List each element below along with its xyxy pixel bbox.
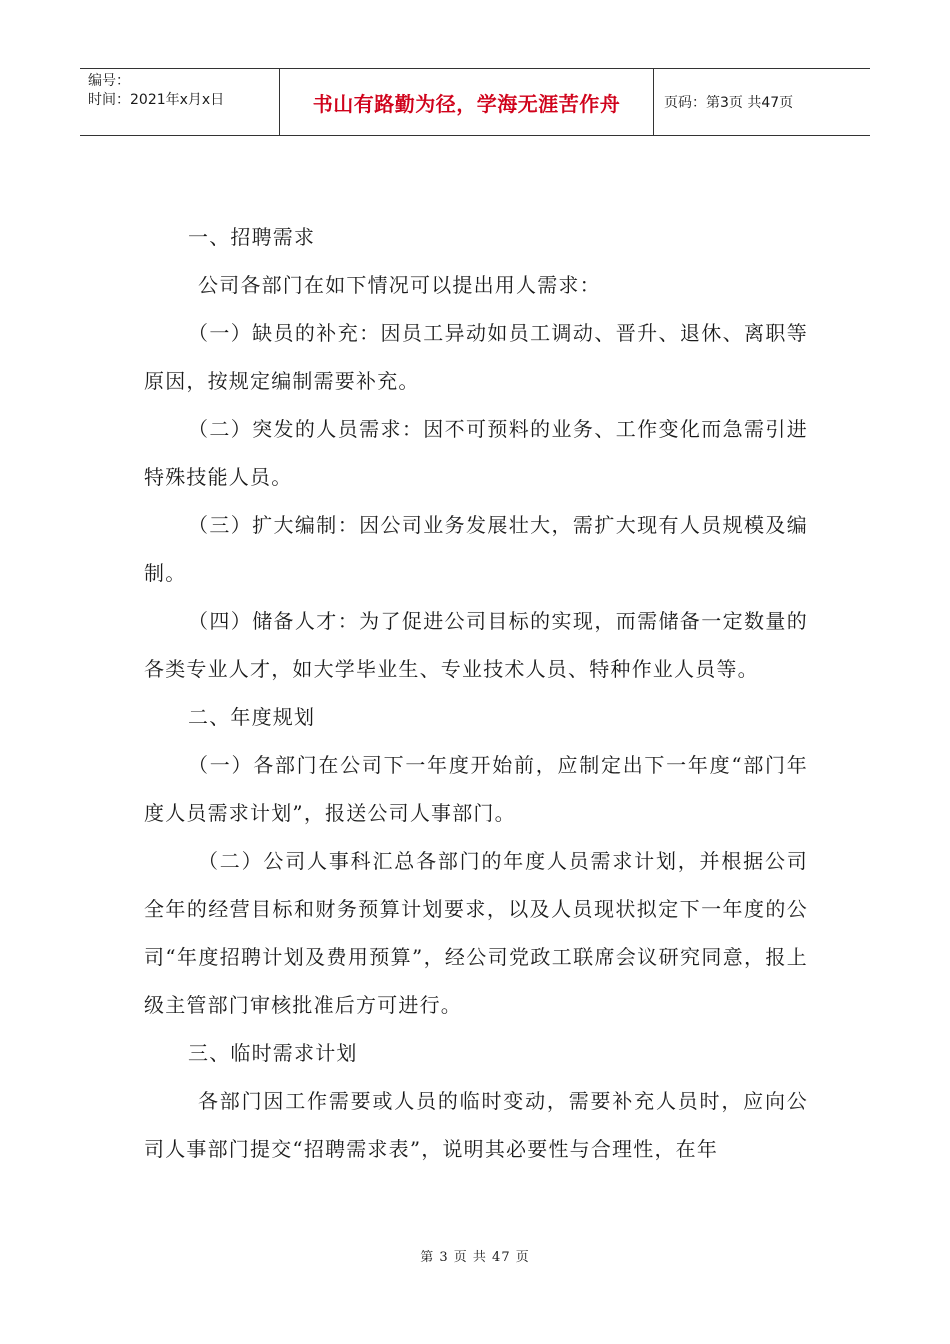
date-label: 时间：2021年x月x日: [88, 92, 225, 108]
header-page-info: 页码：第3页 共47页: [664, 95, 794, 111]
header-motto: 书山有路勤为径，学海无涯苦作舟: [280, 69, 654, 135]
paragraph: （二）公司人事科汇总各部门的年度人员需求计划，并根据公司全年的经营目标和财务预算计划要求，以及人员现状拟定下一年度的公司“年度招聘计划及费用预算”，经公司党政工联席会议研究同意，报上级主管部门审核批准后方可进行。: [144, 849, 808, 1017]
paragraph: （一）各部门在公司下一年度开始前，应制定出下一年度“部门年度人员需求计划”，报送公司人事部门。: [144, 753, 808, 825]
header-meta: [80, 69, 280, 135]
section-heading: 一、招聘需求: [188, 225, 316, 249]
paragraph: （二）突发的人员需求：因不可预料的业务、工作变化而急需引进特殊技能人员。: [144, 417, 808, 489]
paragraph: 各部门因工作需要或人员的临时变动，需要补充人员时，应向公司人事部门提交“招聘需求表”，说明其必要性与合理性，在年: [144, 1089, 808, 1161]
paragraph: 公司各部门在如下情况可以提出用人需求：: [198, 273, 601, 297]
section-heading: 三、临时需求计划: [188, 1041, 358, 1065]
section-heading: 二、年度规划: [188, 705, 316, 729]
document-header: [80, 68, 870, 136]
paragraph: （四）储备人才：为了促进公司目标的实现，而需储备一定数量的各类专业人才，如大学毕业生、专业技术人员、特种作业人员等。: [144, 609, 808, 681]
paragraph: （三）扩大编制：因公司业务发展壮大，需扩大现有人员规模及编制。: [144, 513, 808, 585]
paragraph: （一）缺员的补充：因员工异动如员工调动、晋升、退休、离职等原因，按规定编制需要补充。: [144, 321, 808, 393]
document-body: [144, 213, 808, 1173]
page-footer: 第 3 页 共 47 页: [420, 1250, 530, 1265]
serial-number-label: 编号：: [88, 73, 130, 89]
